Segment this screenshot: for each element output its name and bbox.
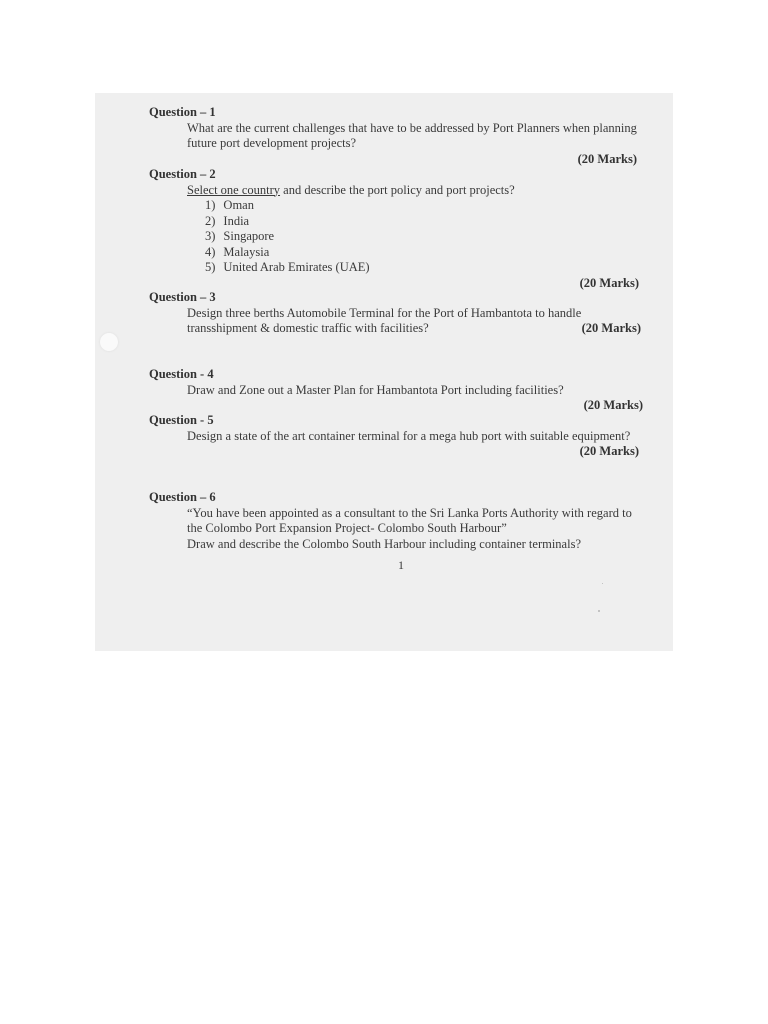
marks-label: (20 Marks) xyxy=(579,275,639,290)
question-6 xyxy=(149,490,659,552)
scan-speck xyxy=(602,583,603,584)
marks-label: (20 Marks) xyxy=(583,398,643,412)
page-number: 1 xyxy=(398,558,404,572)
question-line xyxy=(187,183,659,199)
question-title: Question – 6 xyxy=(149,490,216,504)
question-text xyxy=(149,429,659,445)
question-text xyxy=(149,121,659,152)
question-2 xyxy=(149,167,659,291)
question-text xyxy=(149,506,659,553)
country-options xyxy=(187,198,659,276)
marks-label: (20 Marks) xyxy=(579,444,639,458)
question-line: “You have been appointed as a consultant to the Sri Lanka Ports Authority with regard to xyxy=(187,505,632,520)
question-line: Draw and describe the Colombo South Harbour including container terminals? xyxy=(187,536,581,551)
question-title: Question – 2 xyxy=(149,167,216,181)
option-item: 5) United Arab Emirates (UAE) xyxy=(205,260,370,274)
question-1 xyxy=(149,105,659,167)
question-line: Design three berths Automobile Terminal for the Port of Hambantota to handle xyxy=(187,305,582,320)
question-line: future port development projects? xyxy=(187,136,357,150)
underlined-phrase: Select one country xyxy=(187,182,281,197)
question-title: Question – 3 xyxy=(149,290,216,304)
marks-label: (20 Marks) xyxy=(581,321,641,335)
question-5 xyxy=(149,413,659,460)
option-item: 3) Singapore xyxy=(205,229,275,243)
question-text xyxy=(149,383,659,399)
option-item: 1) Oman xyxy=(205,198,254,212)
question-line: the Colombo Port Expansion Project- Colombo South Harbour” xyxy=(187,521,507,535)
question-line: Draw and Zone out a Master Plan for Hambantota Port including facilities? xyxy=(187,382,564,397)
question-line: (20 Marks) transshipment & domestic traffic with facilities? xyxy=(187,321,641,335)
question-text xyxy=(149,183,659,276)
question-title: Question – 1 xyxy=(149,105,216,119)
option-item: 4) Malaysia xyxy=(205,244,270,259)
question-title: Question - 4 xyxy=(149,367,214,381)
prompt-rest: and describe the port policy and port projects? xyxy=(280,182,515,197)
question-title: Question - 5 xyxy=(149,413,214,427)
question-line: Design a state of the art container terminal for a mega hub port with suitable equipment? xyxy=(187,428,631,443)
question-3 xyxy=(149,290,659,337)
question-4 xyxy=(149,367,659,414)
option-item: 2) India xyxy=(205,213,250,228)
question-line: What are the current challenges that have to be addressed by Port Planners when planning xyxy=(187,120,637,135)
scan-speck xyxy=(598,610,600,612)
punch-hole xyxy=(100,333,118,351)
marks-label: (20 Marks) xyxy=(577,151,637,166)
question-text xyxy=(149,306,659,337)
